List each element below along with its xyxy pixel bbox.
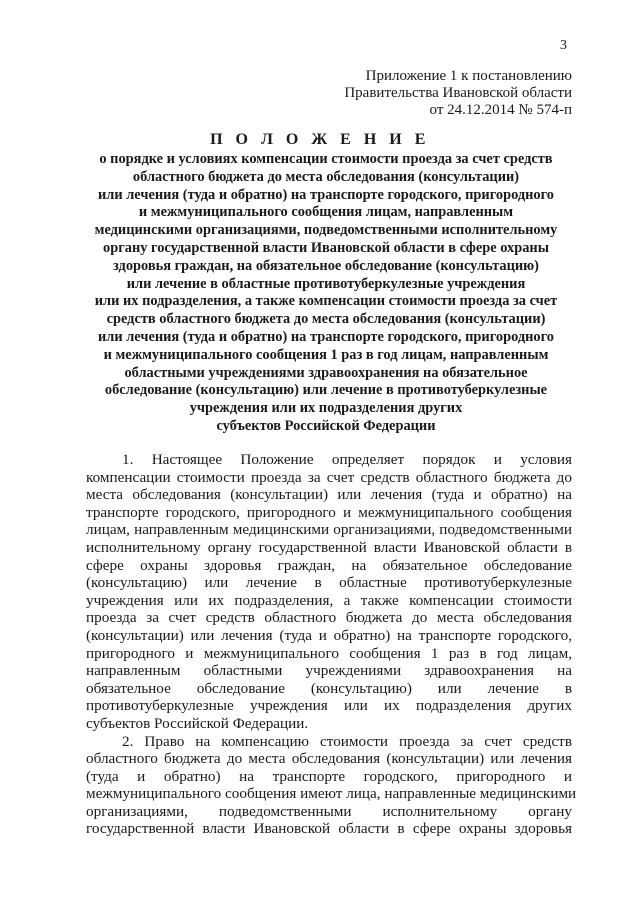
subtitle-line: или лечения (туда и обратно) на транспорте городского, пригородного <box>97 328 555 345</box>
text-line: межмуниципального сообщения имеют лица, направленные медицинскими <box>86 785 577 803</box>
appendix-line: Правительства Ивановской области <box>344 85 572 101</box>
text-line: транспорте городского, пригородного и межмуниципального сообщения <box>86 503 572 521</box>
paragraph-2 <box>86 732 577 839</box>
text-line: (туда и обратно) на транспорте городского, пригородного и <box>86 767 572 785</box>
subtitle-line: и межмуниципального сообщения лицам, направленным <box>138 204 514 221</box>
text-line: исполнительному органу государственной власти Ивановской области в <box>86 538 572 556</box>
subtitle-line: субъектов Российской Федерации <box>216 417 436 434</box>
subtitle-line: органу государственной власти Ивановской области в сфере охраны <box>103 239 549 256</box>
subtitle-line: областными учреждениями здравоохранения на обязательное <box>124 364 528 381</box>
document-subtitle <box>60 151 592 436</box>
subtitle-line: или их подразделения, а также компенсации стоимости проезда за счет <box>94 293 558 310</box>
subtitle-line: здоровья граждан, на обязательное обследование (консультацию) <box>113 257 539 274</box>
subtitle-line: учреждения или их подразделения других <box>189 400 463 417</box>
paragraph-1 <box>86 451 572 733</box>
text-line: 1. Настоящее Положение определяет порядок и условия <box>122 451 572 468</box>
text-line: областного бюджета до места обследования (консультации) или лечения <box>86 750 572 768</box>
document-title: П О Л О Ж Е Н И Е <box>210 131 430 148</box>
text-line: пригородного и межмуниципального сообщения 1 раз в год лицам, <box>86 644 572 662</box>
text-line: обязательное обследование (консультацию) или лечение в <box>86 679 572 697</box>
page-number: 3 <box>560 38 567 53</box>
text-line: компенсации стоимости проезда за счет средств областного бюджета до <box>86 468 572 486</box>
text-line: (консультации) или лечения (туда и обратно) на транспорте городского, <box>86 626 572 644</box>
text-line: государственной власти Ивановской области в сфере охраны здоровья <box>86 820 572 838</box>
subtitle-line: или лечения (туда и обратно) на транспорте городского, пригородного <box>97 186 555 203</box>
text-line: 2. Право на компенсацию стоимости проезда за счет средств <box>122 732 572 750</box>
subtitle-line: областного бюджета до места обследования (консультации) <box>132 168 520 185</box>
subtitle-line: и межмуниципального сообщения 1 раз в год лицам, направленным <box>103 346 549 363</box>
text-line: места обследования (консультации) или лечения (туда и обратно) на <box>86 486 572 504</box>
text-line: сфере охраны здоровья граждан, на обязательное обследование <box>86 556 572 574</box>
document-body <box>86 451 577 838</box>
text-line: противотуберкулезные учреждения или их подразделения других <box>86 697 572 715</box>
subtitle-line: о порядке и условиях компенсации стоимости проезда за счет средств <box>99 151 553 167</box>
text-line: (консультацию) или лечение в областные противотуберкулезные <box>86 574 572 592</box>
appendix-line: от 24.12.2014 № 574-п <box>429 102 572 118</box>
text-line: учреждения или их подразделения, а также компенсации стоимости <box>86 591 572 609</box>
appendix-line: Приложение 1 к постановлению <box>365 68 572 84</box>
text-line: лицам, направленным медицинскими организациями, подведомственными <box>86 521 572 539</box>
text-line: направленным областными учреждениями здравоохранения на <box>86 662 572 680</box>
appendix-header <box>312 68 572 119</box>
subtitle-line: или лечение в областные противотуберкулезные учреждения <box>126 275 526 292</box>
text-line: проезда за счет средств областного бюджета до места обследования <box>86 609 572 627</box>
subtitle-line: медицинскими организациями, подведомственными исполнительному <box>94 222 558 239</box>
text-line: организациями, подведомственными исполнительному органу <box>86 802 572 820</box>
subtitle-line: обследование (консультацию) или лечение в противотуберкулезные <box>104 382 548 399</box>
subtitle-line: средств областного бюджета до места обследования (консультации) <box>106 311 546 328</box>
text-line: субъектов Российской Федерации. <box>86 714 309 732</box>
